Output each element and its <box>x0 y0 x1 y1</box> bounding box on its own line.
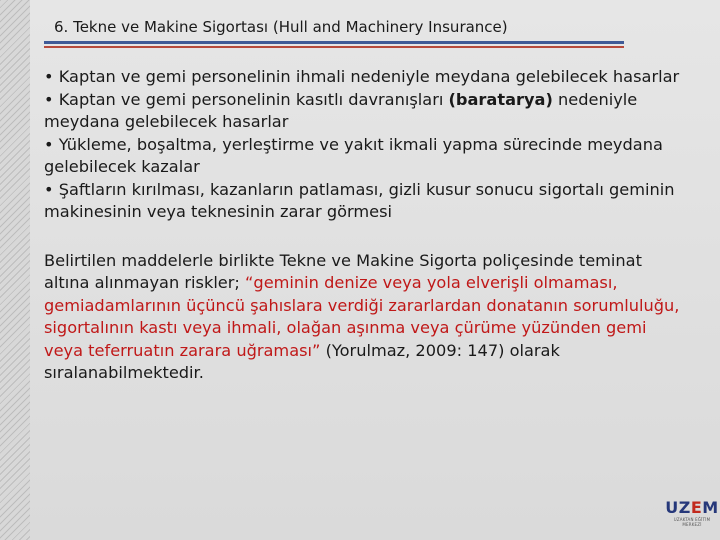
logo-subtext: UZAKTAN EĞİTİM MERKEZİ <box>673 517 711 527</box>
logo-wordmark: UZEM <box>665 498 719 517</box>
bullet-item: • Şaftların kırılması, kazanların patlaması, gizli kusur sonucu sigortalı geminin makinesinin veya teknesinin zarar görmesi <box>44 179 675 221</box>
hatched-left-margin <box>0 0 30 540</box>
slide-body <box>44 66 684 385</box>
slide-title: 6. Tekne ve Makine Sigortası (Hull and Machinery Insurance) <box>54 18 508 36</box>
uzem-logo <box>664 498 720 538</box>
bullet-text: • Kaptan ve gemi personelinin kasıtlı davranışları <box>44 89 449 109</box>
citation-text: (Yorulmaz, 2009: 147) olarak sıralanabilmektedir. <box>44 340 560 382</box>
paragraph-text: Belirtilen maddelerle birlikte Tekne ve Makine Sigorta poliçesinde teminat altına alınmayan riskler; <box>44 250 642 292</box>
bullet-item: • Kaptan ve gemi personelinin ihmali nedeniyle meydana gelebilecek hasarlar <box>44 67 680 86</box>
title-rule-blue <box>44 41 624 44</box>
paragraph-gap <box>44 224 684 250</box>
bullet-item <box>44 89 684 134</box>
bullet-text: nedeniyle meydana gelebilecek hasarlar <box>44 89 638 131</box>
paragraph <box>44 250 684 385</box>
title-rule-red <box>44 46 624 48</box>
bullet-bold-term: (baratarya) <box>448 89 553 109</box>
bullet-item: • Yükleme, boşaltma, yerleştirme ve yakıt ikmali yapma sürecinde meydana gelebilecek kazalar <box>44 134 663 176</box>
quoted-text: “geminin denize veya yola elverişli olmaması, gemiadamlarının üçüncü şahıslara verdiği zararlardan donatanın sorumluluğu, sigortalının kastı veya ihmali, olağan aşınma veya çürüme yüzünden gemi veya teferruatın zarara uğraması” <box>44 273 680 360</box>
